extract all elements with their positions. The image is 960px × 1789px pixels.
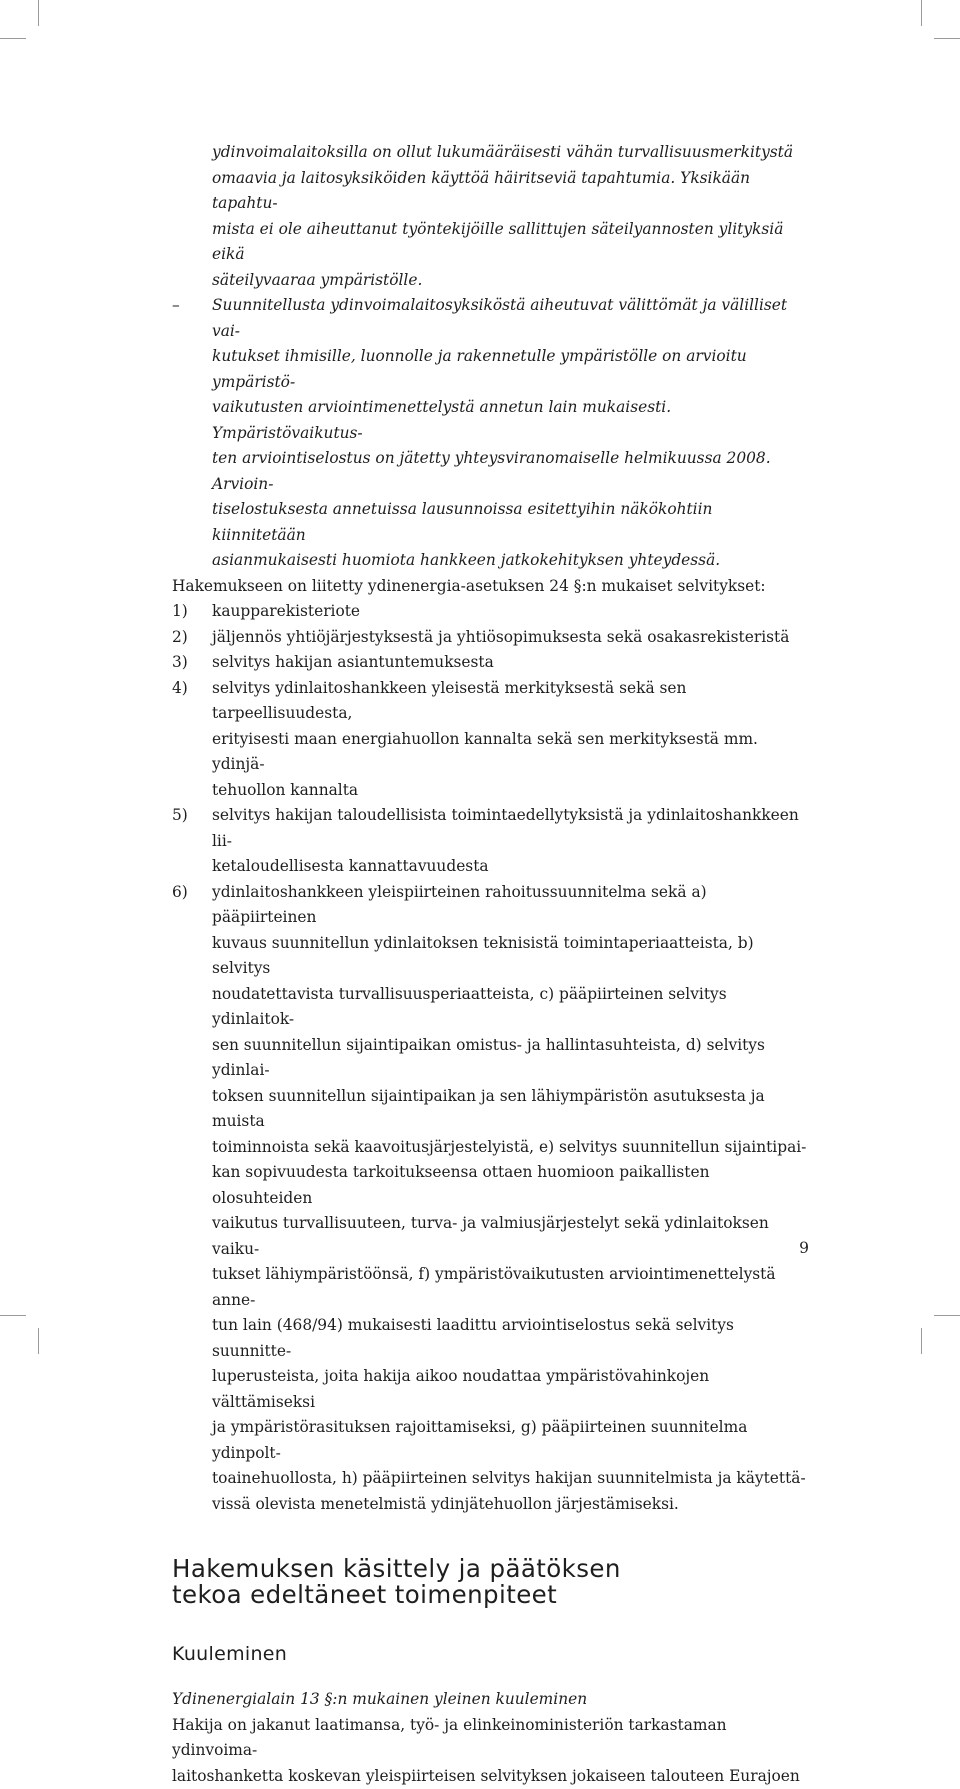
list-number: 4)	[172, 676, 212, 804]
italic-subheading: Ydinenergialain 13 §:n mukainen yleinen kuuleminen	[172, 1687, 808, 1713]
text-line: mista ei ole aiheuttanut työntekijöille sallittujen säteilyannosten ylityksiä eikä	[212, 217, 808, 268]
text-line: tiselostuksesta annetuissa lausunnoissa esitettyihin näkökohtiin kiinnitetään	[212, 497, 808, 548]
heading-line: Hakemuksen käsittely ja päätöksen	[172, 1556, 808, 1582]
text-line: omaavia ja laitosyksiköiden käyttöä häiritseviä tapahtumia. Yksikään tapahtu-	[212, 166, 808, 217]
text-line: ydinvoimalaitoksilla on ollut lukumääräisesti vähän turvallisuusmerkitystä	[212, 140, 808, 166]
crop-mark	[0, 38, 26, 39]
text-line: ketaloudellisesta kannattavuudesta	[212, 854, 808, 880]
page-content	[172, 140, 808, 1789]
crop-mark	[38, 1328, 39, 1354]
text-line: toiminnoista sekä kaavoitusjärjestelyistä, e) selvitys suunnitellun sijaintipai-	[212, 1135, 808, 1161]
list-item	[172, 676, 808, 804]
text-line: vaikutusten arviointimenettelystä annetun lain mukaisesti. Ympäristövaikutus-	[212, 395, 808, 446]
text-line: selvitys ydinlaitoshankkeen yleisestä merkityksestä sekä sen tarpeellisuudesta,	[212, 676, 808, 727]
text-line: luperusteista, joita hakija aikoo noudattaa ympäristövahinkojen välttämiseksi	[212, 1364, 808, 1415]
text-line: säteilyvaaraa ympäristölle.	[212, 268, 808, 294]
crop-mark	[934, 1315, 960, 1316]
text-line: vaikutus turvallisuuteen, turva- ja valmiusjärjestelyt sekä ydinlaitoksen vaiku-	[212, 1211, 808, 1262]
list-number: 3)	[172, 650, 212, 676]
numbered-list	[172, 599, 808, 1517]
text-line: jäljennös yhtiöjärjestyksestä ja yhtiösopimuksesta sekä osakasrekisteristä	[212, 625, 808, 651]
text-line: Hakija on jakanut laatimansa, työ- ja elinkeinoministeriön tarkastaman ydinvoima-	[172, 1713, 808, 1764]
section-heading	[172, 1556, 808, 1608]
text-line: asianmukaisesti huomiota hankkeen jatkokehityksen yhteydessä.	[212, 548, 808, 574]
text-line: toainehuollosta, h) pääpiirteinen selvitys hakijan suunnitelmista ja käytettä-	[212, 1466, 808, 1492]
text-line: tehuollon kannalta	[212, 778, 808, 804]
text-line: ja ympäristörasituksen rajoittamiseksi, g) pääpiirteinen suunnitelma ydinpolt-	[212, 1415, 808, 1466]
text-line: Suunnitellusta ydinvoimalaitosyksiköstä aiheutuvat välittömät ja välilliset vai-	[212, 293, 808, 344]
text-line: kutukset ihmisille, luonnolle ja rakennetulle ympäristölle on arvioitu ympäristö-	[212, 344, 808, 395]
text-line: laitoshanketta koskevan yleispiirteisen selvityksen jokaiseen talouteen Eurajoen	[172, 1764, 808, 1789]
text-line: tukset lähiympäristöönsä, f) ympäristövaikutusten arviointimenettelystä anne-	[212, 1262, 808, 1313]
text-line: kan sopivuudesta tarkoitukseensa ottaen huomioon paikallisten olosuhteiden	[212, 1160, 808, 1211]
text-line: ten arviointiselostus on jätetty yhteysviranomaiselle helmikuussa 2008. Arvioin-	[212, 446, 808, 497]
text-line: tun lain (468/94) mukaisesti laadittu arviointiselostus sekä selvitys suunnitte-	[212, 1313, 808, 1364]
list-item	[172, 650, 808, 676]
heading-line: tekoa edeltäneet toimenpiteet	[172, 1582, 808, 1608]
crop-mark	[934, 38, 960, 39]
list-number: 1)	[172, 599, 212, 625]
text-line: selvitys hakijan taloudellisista toimintaedellytyksistä ja ydinlaitoshankkeen lii-	[212, 803, 808, 854]
text-line: ydinlaitoshankkeen yleispiirteinen rahoitussuunnitelma sekä a) pääpiirteinen	[212, 880, 808, 931]
text-line: toksen suunnitellun sijaintipaikan ja sen lähiympäristön asutuksesta ja muista	[212, 1084, 808, 1135]
text-line: kaupparekisteriote	[212, 599, 808, 625]
dash-marker: –	[172, 293, 212, 319]
intro-paragraph	[172, 140, 808, 293]
list-number: 5)	[172, 803, 212, 880]
crop-mark	[921, 1328, 922, 1354]
subsection-heading: Kuuleminen	[172, 1642, 808, 1666]
lead-paragraph: Hakemukseen on liitetty ydinenergia-asetuksen 24 §:n mukaiset selvitykset:	[172, 574, 808, 600]
crop-mark	[38, 0, 39, 26]
list-number: 2)	[172, 625, 212, 651]
crop-mark	[0, 1315, 26, 1316]
text-line: sen suunnitellun sijaintipaikan omistus- ja hallintasuhteista, d) selvitys ydinlai-	[212, 1033, 808, 1084]
text-line: erityisesti maan energiahuollon kannalta sekä sen merkityksestä mm. ydinjä-	[212, 727, 808, 778]
crop-mark	[921, 0, 922, 26]
text-line: kuvaus suunnitellun ydinlaitoksen teknisistä toimintaperiaatteista, b) selvitys	[212, 931, 808, 982]
list-number: 6)	[172, 880, 212, 1518]
list-item	[172, 880, 808, 1518]
text-line: noudatettavista turvallisuusperiaatteista, c) pääpiirteinen selvitys ydinlaitok-	[212, 982, 808, 1033]
text-line: vissä olevista menetelmistä ydinjätehuollon järjestämiseksi.	[212, 1492, 808, 1518]
list-item	[172, 803, 808, 880]
final-paragraph	[172, 1713, 808, 1789]
page-number: 9	[785, 1238, 809, 1258]
dash-list-item	[172, 293, 808, 574]
list-item	[172, 599, 808, 625]
text-line: selvitys hakijan asiantuntemuksesta	[212, 650, 808, 676]
list-item	[172, 625, 808, 651]
